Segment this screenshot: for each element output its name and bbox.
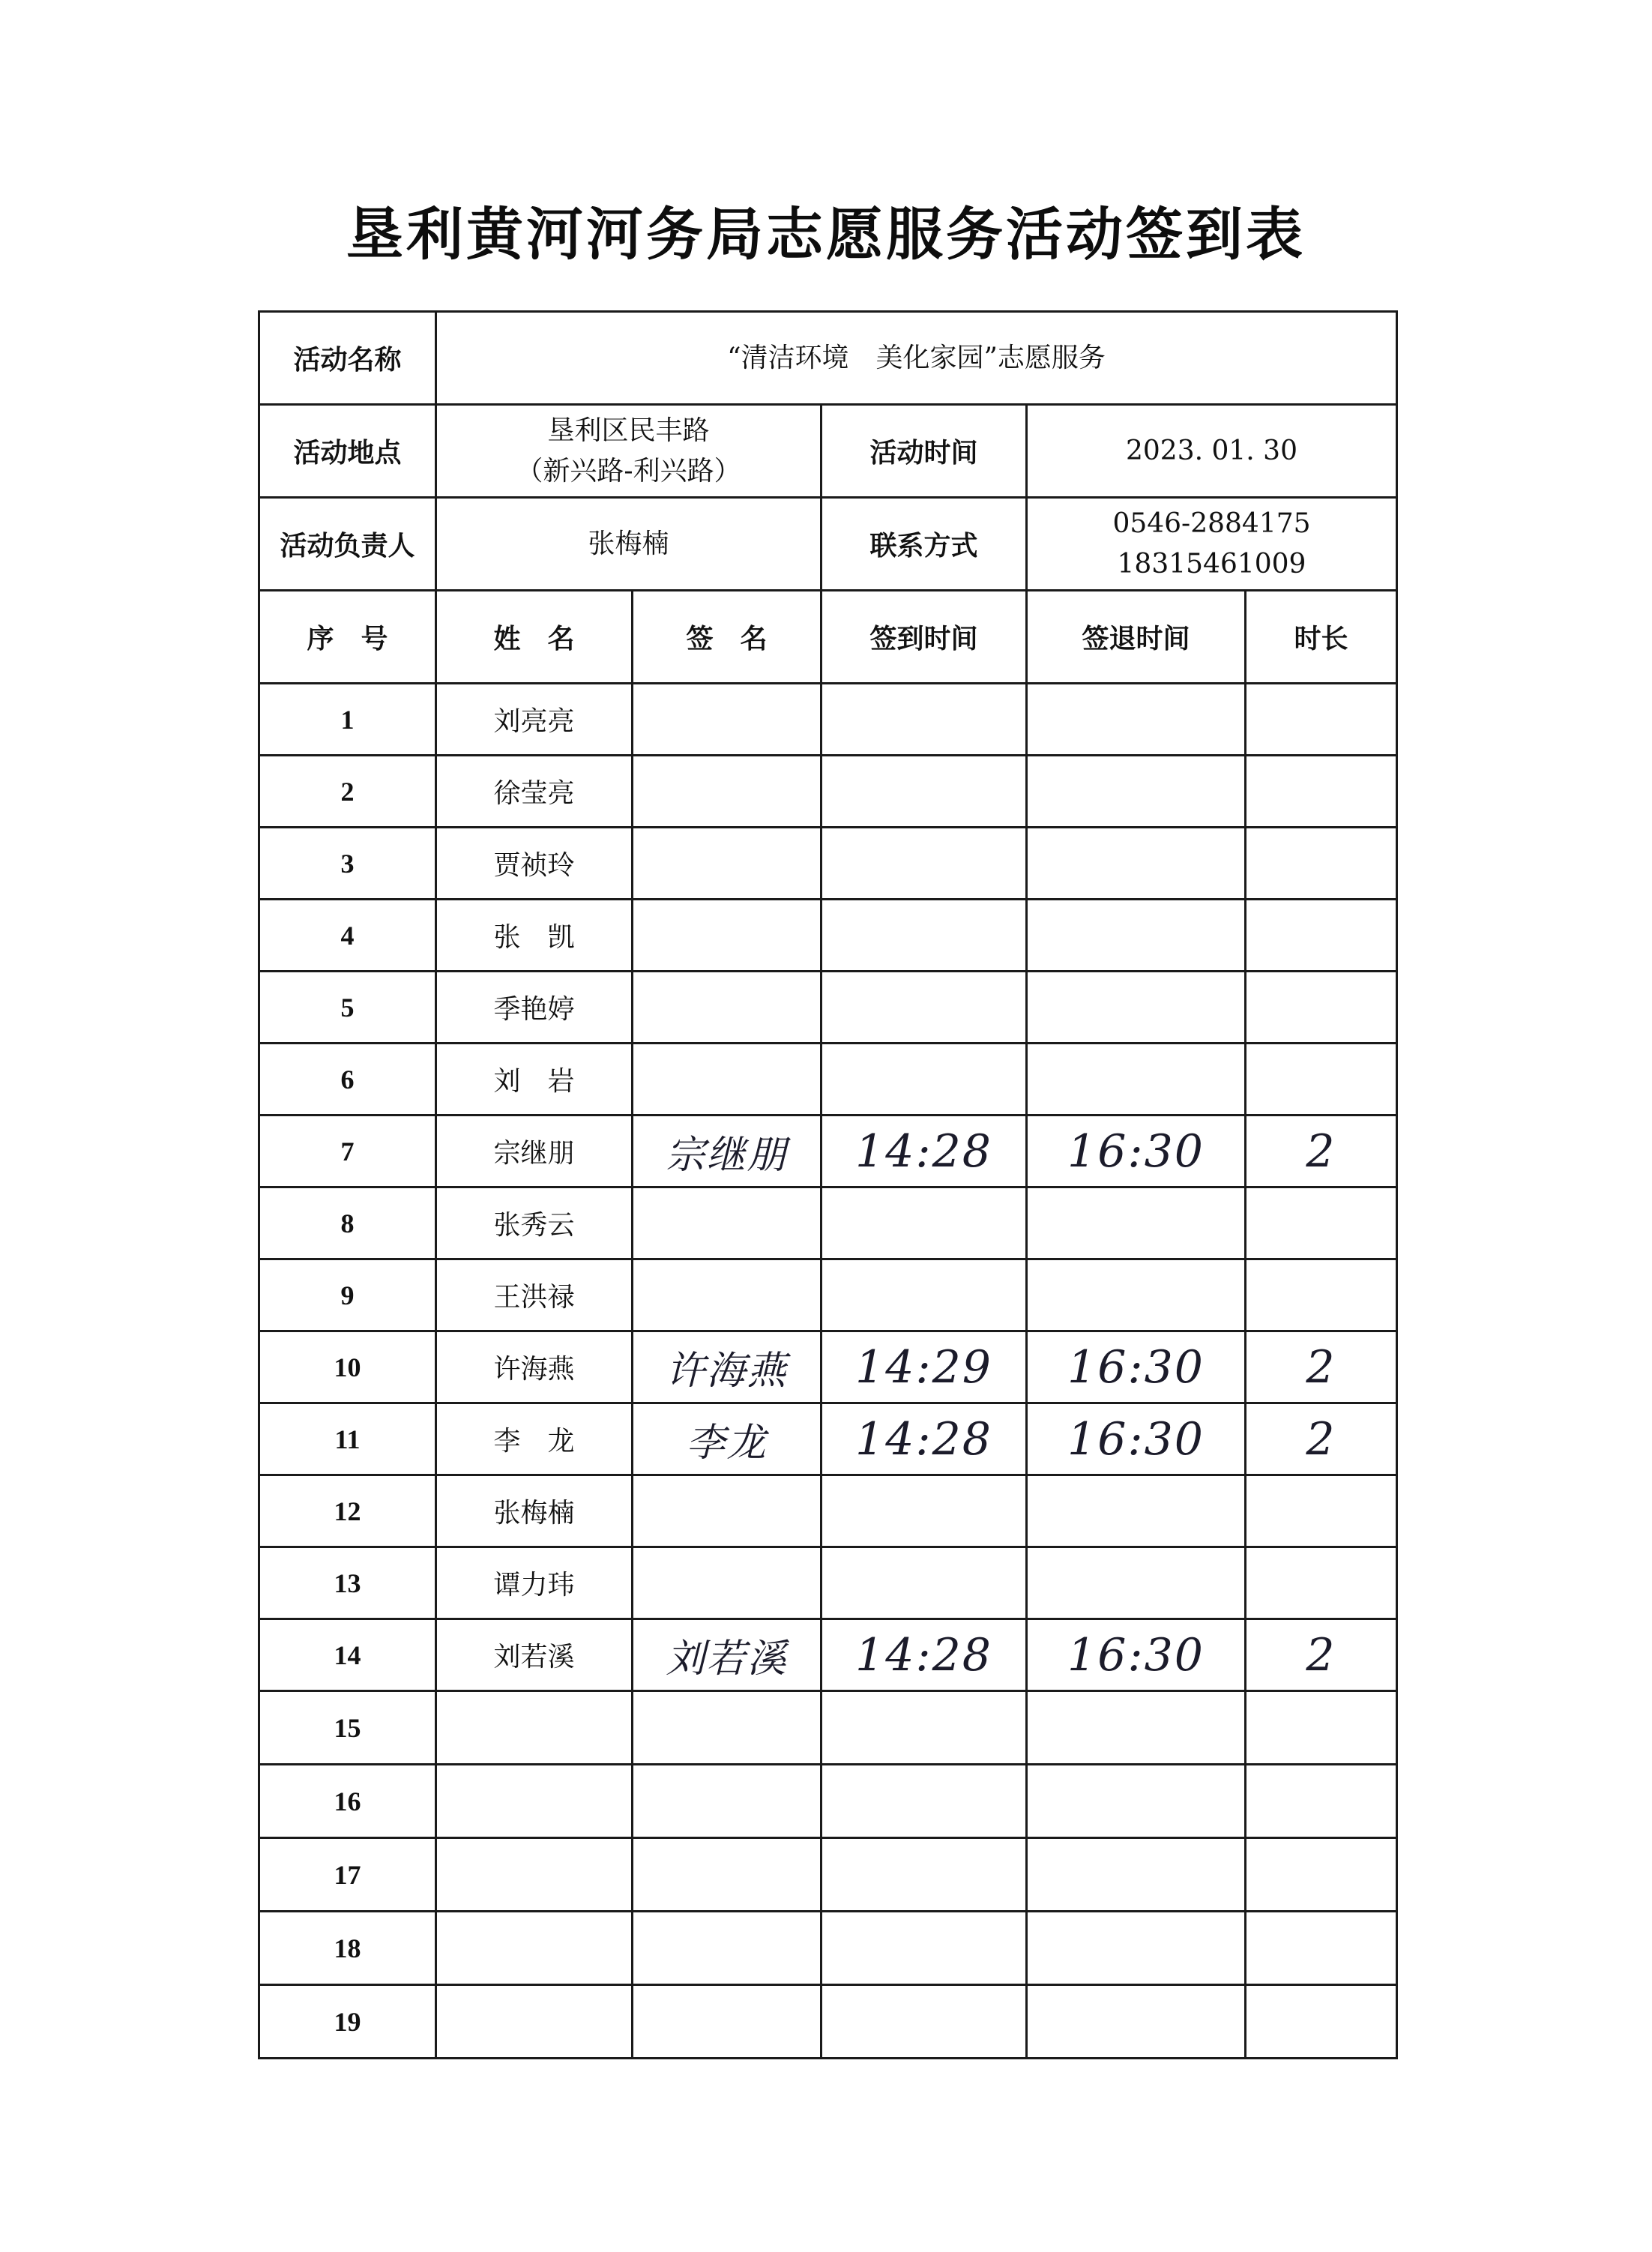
table-row [259,1403,1397,1475]
signature [633,1691,822,1765]
signature: 许海燕 [633,1331,822,1403]
location-line-1: 垦利区民丰路 [547,415,710,446]
volunteer-name: 贾祯玲 [436,828,633,900]
signin-time [822,1912,1027,1985]
activity-name-label: 活动名称 [259,312,436,405]
signout-time [1027,684,1246,756]
signature [633,1259,822,1331]
duration [1246,1044,1397,1116]
volunteer-name: 张 凯 [436,900,633,972]
duration [1246,756,1397,828]
contact-phone-1: 0546-2884175 [1112,508,1311,539]
signout-time [1027,972,1246,1044]
row-number: 2 [259,756,436,828]
time-value: 2023. 01. 30 [1027,405,1397,498]
volunteer-name: 季艳婷 [436,972,633,1044]
signout-time: 16:30 [1027,1331,1246,1403]
col-header-no: 序 号 [259,591,436,684]
duration: 2 [1246,1403,1397,1475]
duration [1246,900,1397,972]
volunteer-name [436,1691,633,1765]
col-header-duration: 时长 [1246,591,1397,684]
signin-time [822,1691,1027,1765]
duration [1246,1259,1397,1331]
row-number: 12 [259,1475,436,1547]
row-number: 17 [259,1838,436,1912]
leader-label: 活动负责人 [259,498,436,591]
duration [1246,1187,1397,1259]
signin-time [822,900,1027,972]
table-row [259,1912,1397,1985]
signin-sheet [258,310,1396,2059]
duration: 2 [1246,1331,1397,1403]
volunteer-name: 谭力玮 [436,1547,633,1619]
signout-time [1027,828,1246,900]
signin-time [822,1259,1027,1331]
contact-label: 联系方式 [822,498,1027,591]
signature [633,972,822,1044]
signature [633,1187,822,1259]
table-row [259,1259,1397,1331]
signout-time [1027,900,1246,972]
volunteer-name [436,1838,633,1912]
signout-time [1027,1259,1246,1331]
table-row [259,1691,1397,1765]
duration [1246,1912,1397,1985]
location-line-2: （新兴路-利兴路） [516,455,741,487]
contact-phone-2: 18315461009 [1117,548,1306,579]
signature [633,1985,822,2059]
signout-time [1027,1691,1246,1765]
volunteer-name [436,1912,633,1985]
location-label: 活动地点 [259,405,436,498]
volunteer-name: 宗继朋 [436,1116,633,1187]
col-header-signature: 签 名 [633,591,822,684]
signature [633,900,822,972]
signin-time [822,1765,1027,1838]
table-row [259,972,1397,1044]
table-row [259,1475,1397,1547]
duration [1246,1475,1397,1547]
table-row [259,828,1397,900]
signin-time: 14:28 [822,1403,1027,1475]
volunteer-name: 王洪禄 [436,1259,633,1331]
volunteer-name [436,1985,633,2059]
signature [633,1838,822,1912]
row-number: 4 [259,900,436,972]
table-row [259,1619,1397,1691]
signature [633,1912,822,1985]
volunteer-name: 徐莹亮 [436,756,633,828]
volunteer-name: 张梅楠 [436,1475,633,1547]
info-row-location [259,405,1397,498]
page-title: 垦利黄河河务局志愿服务活动签到表 [346,201,1306,268]
table-row [259,756,1397,828]
signature [633,684,822,756]
table-row [259,1985,1397,2059]
volunteer-name: 刘亮亮 [436,684,633,756]
row-number: 14 [259,1619,436,1691]
duration: 2 [1246,1619,1397,1691]
contact-value [1027,498,1397,591]
info-row-leader [259,498,1397,591]
signin-time: 14:28 [822,1116,1027,1187]
row-number: 16 [259,1765,436,1838]
table-row [259,1547,1397,1619]
signout-time [1027,1547,1246,1619]
duration [1246,972,1397,1044]
row-number: 7 [259,1116,436,1187]
duration [1246,1691,1397,1765]
signature: 宗继朋 [633,1116,822,1187]
signin-time [822,1475,1027,1547]
signout-time: 16:30 [1027,1619,1246,1691]
duration: 2 [1246,1116,1397,1187]
row-number: 13 [259,1547,436,1619]
time-label: 活动时间 [822,405,1027,498]
signature: 刘若溪 [633,1619,822,1691]
duration [1246,684,1397,756]
signout-time [1027,756,1246,828]
duration [1246,1765,1397,1838]
signin-time [822,1985,1027,2059]
col-header-name: 姓 名 [436,591,633,684]
signature [633,1765,822,1838]
signin-table [258,310,1398,2059]
volunteer-name: 张秀云 [436,1187,633,1259]
signout-time [1027,1044,1246,1116]
signout-time [1027,1912,1246,1985]
table-row [259,1331,1397,1403]
volunteer-name: 刘若溪 [436,1619,633,1691]
volunteer-name: 李 龙 [436,1403,633,1475]
volunteer-name: 刘 岩 [436,1044,633,1116]
signin-time [822,828,1027,900]
column-header-row [259,591,1397,684]
duration [1246,1838,1397,1912]
signout-time [1027,1985,1246,2059]
signin-time [822,684,1027,756]
col-header-signin-time: 签到时间 [822,591,1027,684]
duration [1246,1985,1397,2059]
row-number: 6 [259,1044,436,1116]
volunteer-name [436,1765,633,1838]
row-number: 15 [259,1691,436,1765]
col-header-signout-time: 签退时间 [1027,591,1246,684]
table-row [259,684,1397,756]
table-row [259,900,1397,972]
signin-time [822,756,1027,828]
row-number: 9 [259,1259,436,1331]
location-value [436,405,822,498]
table-row [259,1116,1397,1187]
signout-time [1027,1765,1246,1838]
signout-time: 16:30 [1027,1116,1246,1187]
signature: 李龙 [633,1403,822,1475]
info-row-activity-name [259,312,1397,405]
row-number: 8 [259,1187,436,1259]
signin-time: 14:29 [822,1331,1027,1403]
row-number: 10 [259,1331,436,1403]
signin-time [822,1044,1027,1116]
table-row [259,1044,1397,1116]
table-row [259,1838,1397,1912]
volunteer-name: 许海燕 [436,1331,633,1403]
table-row [259,1765,1397,1838]
signin-time [822,1838,1027,1912]
row-number: 19 [259,1985,436,2059]
leader-value: 张梅楠 [436,498,822,591]
signature [633,1547,822,1619]
signature [633,1044,822,1116]
activity-name-value: “清洁环境 美化家园”志愿服务 [436,312,1397,405]
row-number: 5 [259,972,436,1044]
duration [1246,828,1397,900]
signin-time [822,1187,1027,1259]
signin-time [822,1547,1027,1619]
signout-time: 16:30 [1027,1403,1246,1475]
signin-time: 14:28 [822,1619,1027,1691]
row-number: 11 [259,1403,436,1475]
signin-time [822,972,1027,1044]
signout-time [1027,1838,1246,1912]
signout-time [1027,1187,1246,1259]
row-number: 3 [259,828,436,900]
signout-time [1027,1475,1246,1547]
signature [633,756,822,828]
table-row [259,1187,1397,1259]
row-number: 1 [259,684,436,756]
signature [633,1475,822,1547]
duration [1246,1547,1397,1619]
row-number: 18 [259,1912,436,1985]
signature [633,828,822,900]
